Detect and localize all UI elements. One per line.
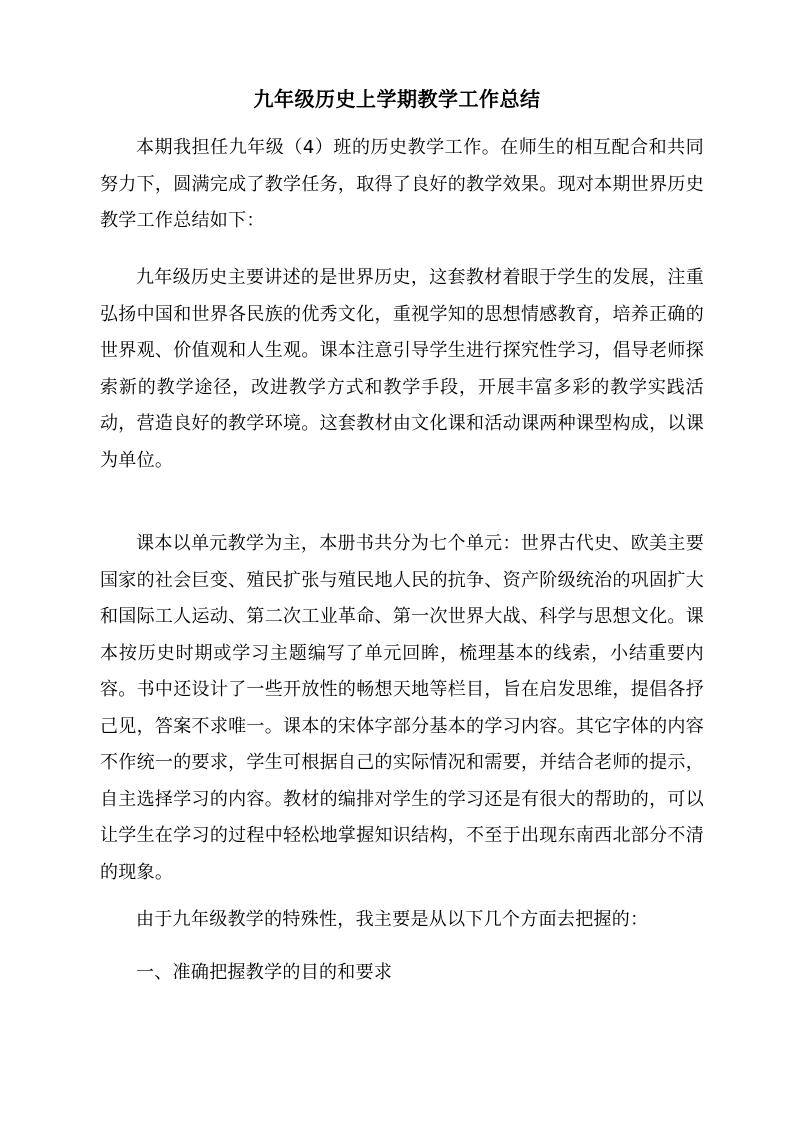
section-heading-1: 一、准确把握教学的目的和要求	[136, 962, 393, 983]
paragraph-intro: 本期我担任九年级（4）班的历史教学工作。在师生的相互配合和共同努力下，圆满完成了教学任务，取得了良好的教学效果。现对本期世界历史教学工作总结如下：	[100, 137, 704, 231]
paragraph-approach: 由于九年级教学的特殊性，我主要是从以下几个方面去把握的：	[136, 909, 649, 930]
document-title: 九年级历史上学期教学工作总结	[253, 87, 541, 111]
paragraph-textbook-overview: 九年级历史主要讲述的是世界历史，这套教材着眼于学生的发展，注重弘扬中国和世界各民族的优秀文化，重视学知的思想情感教育，培养正确的世界观、价值观和人生观。课本注意引导学生进行探究性学习，倡导老师探索新的教学途径，改进教学方式和教学手段，开展丰富多彩的教学实践活动，营造良好的教学环境。这套教材由文化课和活动课两种课型构成，以课为单位。	[100, 267, 704, 471]
paragraph-unit-structure: 课本以单元教学为主，本册书共分为七个单元：世界古代史、欧美主要国家的社会巨变、殖民扩张与殖民地人民的抗争、资产阶级统治的巩固扩大和国际工人运动、第二次工业革命、第一次世界大战、科学与思想文化。课本按历史时期或学习主题编写了单元回眸，梳理基本的线索，小结重要内容。书中还设计了一些开放性的畅想天地等栏目，旨在启发思维，提倡各抒己见，答案不求唯一。课本的宋体字部分基本的学习内容。其它字体的内容不作统一的要求，学生可根据自己的实际情况和需要，并结合老师的提示，自主选择学习的内容。教材的编排对学生的学习还是有很大的帮助的，可以让学生在学习的过程中轻松地掌握知识结构，不至于出现东南西北部分不清的现象。	[100, 533, 704, 883]
